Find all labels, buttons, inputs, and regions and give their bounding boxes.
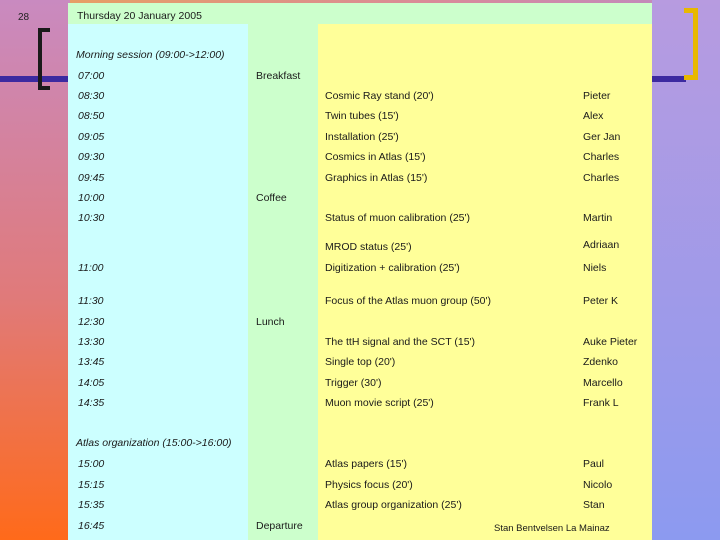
bracket-decoration-right — [684, 8, 698, 80]
row-talk: Graphics in Atlas (15') — [325, 172, 428, 184]
row-speaker: Adriaan — [583, 239, 620, 251]
row-talk: Trigger (30') — [325, 377, 382, 389]
row-time: 09:30 — [78, 151, 105, 163]
row-time: 11:00 — [78, 262, 104, 274]
row-time: 09:45 — [78, 172, 105, 184]
row-talk: MROD status (25') — [325, 241, 412, 253]
session-heading-atlas: Atlas organization (15:00->16:00) — [76, 437, 232, 449]
row-speaker: Paul — [583, 458, 605, 470]
row-talk: Atlas papers (15') — [325, 458, 407, 470]
footer-credit: Stan Bentvelsen La Mainaz — [494, 523, 610, 534]
row-speaker: Niels — [583, 262, 607, 274]
row-time: 15:35 — [78, 499, 105, 511]
row-speaker: Stan — [583, 499, 605, 511]
row-speaker: Auke Pieter — [583, 336, 638, 348]
row-time: 07:00 — [78, 70, 105, 82]
row-speaker: Zdenko — [583, 356, 619, 368]
page-title: Thursday 20 January 2005 — [77, 10, 202, 22]
row-talk: Atlas group organization (25') — [325, 499, 462, 511]
row-speaker: Marcello — [583, 377, 623, 389]
row-speaker: Charles — [583, 172, 620, 184]
row-time: 15:00 — [78, 458, 105, 470]
row-talk: Status of muon calibration (25') — [325, 212, 470, 224]
session-heading-morning: Morning session (09:00->12:00) — [76, 49, 225, 61]
row-note: Departure — [256, 520, 303, 532]
decorative-bar-right — [652, 76, 686, 82]
row-talk: Muon movie script (25') — [325, 397, 434, 409]
row-speaker: Nicolo — [583, 479, 613, 491]
row-talk: Cosmic Ray stand (20') — [325, 90, 434, 102]
row-note: Coffee — [256, 192, 287, 204]
row-speaker: Alex — [583, 110, 604, 122]
row-note: Lunch — [256, 316, 285, 328]
row-time: 10:30 — [78, 212, 105, 224]
row-talk: Single top (20') — [325, 356, 396, 368]
row-talk: Digitization + calibration (25') — [325, 262, 460, 274]
row-time: 13:45 — [78, 356, 105, 368]
row-time: 08:50 — [78, 110, 105, 122]
row-talk: Physics focus (20') — [325, 479, 413, 491]
row-talk: The ttH signal and the SCT (15') — [325, 336, 476, 348]
row-time: 16:45 — [78, 520, 105, 532]
bracket-decoration-left — [38, 28, 50, 90]
row-speaker: Pieter — [583, 90, 611, 102]
row-time: 14:05 — [78, 377, 105, 389]
row-talk: Installation (25') — [325, 131, 399, 143]
row-time: 13:30 — [78, 336, 105, 348]
row-speaker: Charles — [583, 151, 620, 163]
row-speaker: Martin — [583, 212, 613, 224]
row-time: 08:30 — [78, 90, 105, 102]
row-time: 14:35 — [78, 397, 105, 409]
row-speaker: Ger Jan — [583, 131, 621, 143]
row-time: 15:15 — [78, 479, 105, 491]
row-time: 11:30 — [78, 295, 104, 307]
row-speaker: Frank L — [583, 397, 619, 409]
notes-column — [248, 24, 318, 540]
row-note: Breakfast — [256, 70, 301, 82]
slide-number: 28 — [18, 12, 30, 23]
row-talk: Twin tubes (15') — [325, 110, 399, 122]
row-time: 10:00 — [78, 192, 105, 204]
row-talk: Focus of the Atlas muon group (50') — [325, 295, 492, 307]
row-time: 09:05 — [78, 131, 105, 143]
row-time: 12:30 — [78, 316, 105, 328]
decorative-bar-left — [0, 76, 70, 82]
row-speaker: Peter K — [583, 295, 619, 307]
row-talk: Cosmics in Atlas (15') — [325, 151, 426, 163]
